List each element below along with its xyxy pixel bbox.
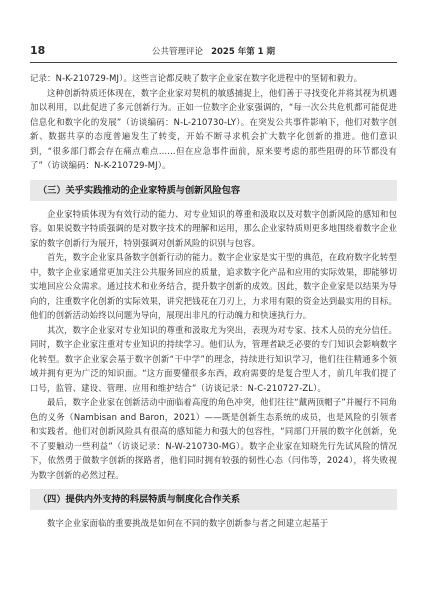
paragraph: 数字企业家面临的重要挑战是如何在不同的数字创新参与者之间建立起基于 bbox=[47, 518, 329, 528]
page-number: 18 bbox=[30, 44, 46, 57]
section-heading: （三）关乎实践推动的企业家特质与创新风险包容 bbox=[30, 180, 397, 201]
article-body bbox=[30, 71, 397, 531]
header-rule bbox=[30, 62, 397, 63]
paragraph: 最后，数字企业家在创新活动中面临着高度的角色冲突，他们往往“戴两顶帽子”并履行不同角色的义务（Nambisan and Baron，2021）——既是创新生态系统的成员，也是风险的引领者和实践者。他们对创新风险具有很高的感知能力和强大的包容性，“同部门开展的数字化创新，免不了要触动一些利益”（访谈记录：N-W-210730-MG）。数字企业家在知晓先行先试风险的情况下，依然勇于做数字创新的探路者，他们同时拥有较强的韧性心态（闫伟等，2024），将失败视为数字创新的必然过程。 bbox=[30, 397, 397, 480]
paragraph-continued: 记录：N-K-210729-MJ）。这些言论都反映了数字企业家在数字化进程中的坚韧和毅力。 bbox=[30, 73, 363, 83]
paragraph: 企业家特质体现为有效行动的能力、对专业知识的尊重和汲取以及对数字创新风险的感知和包容。如果说数字特质强调的是对数字技术的理解和运用，那么企业家特质则更多地围绕着数字企业家的数字创新行为展开，特别强调对创新风险的识别与包容。 bbox=[30, 208, 397, 248]
section-heading: （四）提供内外支持的科层特质与制度化合作关系 bbox=[30, 489, 397, 510]
paragraph: 这种创新特质还体现在，数字企业家对契机的敏感捕捉上，他们善于寻找变化并将其视为机遇加以利用，以此促进了多元创新行为。正如一位数字企业家强调的，“每一次公共危机都可能促进信息化和数字化的发展”（访谈编码：N-L-210730-LY）。在突发公共事件影响下，他们对数字创新、数据共享的态度普遍发生了转变，开始不断寻求机会扩大数字化创新的推进。他们意识到，“很多部门都会存在痛点难点……但在应急事件面前，原来要考虑的那些阻碍的环节都没有了”（访谈编码：N-K-210729-MJ）。 bbox=[30, 87, 397, 170]
journal-issue: 2025 年第 1 期 bbox=[211, 47, 276, 57]
paragraph: 首先，数字企业家具备数字创新行动的能力。数字企业家是实干型的典范，在政府数字化转型中，数字企业家通常更加关注公共服务回应的质量，追求数字化产品和应用的实际效果，即能够切实地回应公众需求。通过技术和业务结合，提升数字创新的成效。因此，数字企业家是以结果为导向的，注重数字化创新的实际效果，讲究把钱花在刀刃上，力求用有限的资金达到最实用的目标。他们的创新活动始终以问题为导向，展现出非凡的行动魄力和快速执行力。 bbox=[30, 252, 397, 320]
journal-name: 公共管理评论 bbox=[151, 47, 203, 57]
running-header bbox=[30, 44, 397, 60]
paragraph: 其次，数字企业家对专业知识的尊重和汲取尤为突出，表现为对专家、技术人员的充分信任。同时，数字企业家注重对专业知识的持续学习。他们认为，管理者缺乏必要的专门知识会影响数字化转型。数字企业家会基于数字创新“干中学”的理念，持续进行知识学习，他们往往精通多个领域并拥有更为广泛的知识面。“这方面要懂很多东西，政府需要的是复合型人才，前几年我们提了口号，监管、建设、管理、应用和维护结合”（访谈记录：N-C-210727-ZL）。 bbox=[30, 324, 397, 393]
journal-title bbox=[30, 45, 397, 57]
